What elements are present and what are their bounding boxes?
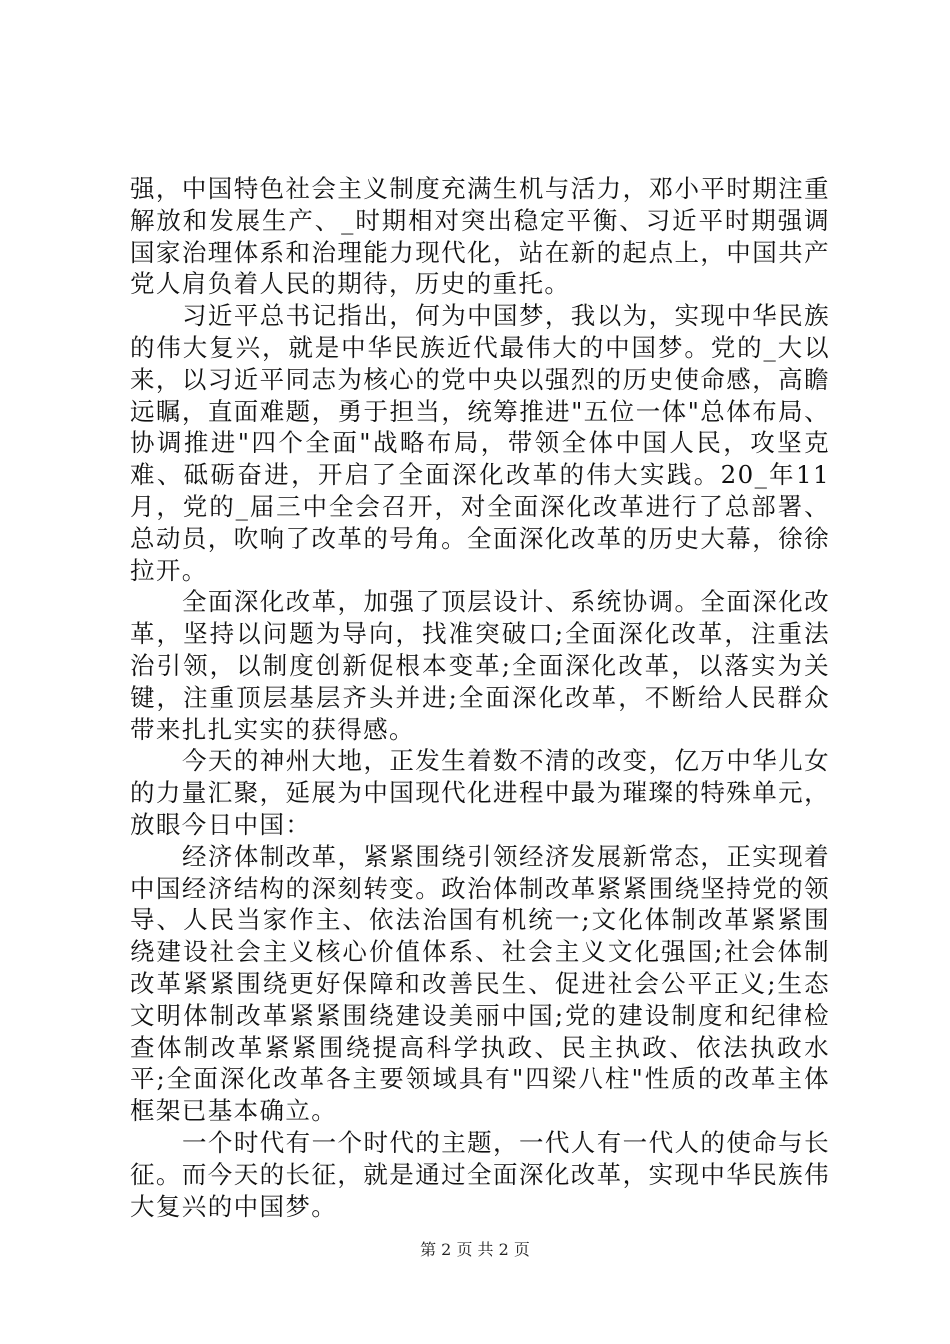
paragraph-chinese-dream: 习近平总书记指出，何为中国梦，我以为，实现中华民族的伟大复兴，就是中华民族近代最伟大的中国梦。党的_大以来，以习近平同志为核心的党中央以强烈的历史使命感，高瞻远瞩，直面难题，勇于担当，统筹推进"五位一体"总体布局、协调推进"四个全面"战略布局，带领全体中国人民，攻坚克难、砥砺奋进，开启了全面深化改革的伟大实践。20_年11月，党的_届三中全会召开，对全面深化改革进行了总部署、总动员，吹响了改革的号角。全面深化改革的历史大幕，徐徐拉开。 xyxy=(130,301,830,585)
paragraph-reform-areas: 经济体制改革，紧紧围绕引领经济发展新常态，正实现着中国经济结构的深刻转变。政治体制改革紧紧围绕坚持党的领导、人民当家作主、依法治国有机统一;文化体制改革紧紧围绕建设社会主义核心价值体系、社会主义文化强国;社会体制改革紧紧围绕更好保障和改善民生、促进社会公平正义;生态文明体制改革紧紧围绕建设美丽中国;党的建设制度和纪律检查体制改革紧紧围绕提高科学执政、民主执政、依法执政水平;全面深化改革各主要领域具有"四梁八柱"性质的改革主体框架已基本确立。 xyxy=(130,841,830,1126)
page-number-footer: 第 2 页 共 2 页 xyxy=(420,1240,530,1259)
paragraph-conclusion: 一个时代有一个时代的主题，一代人有一代人的使命与长征。而今天的长征，就是通过全面深化改革，实现中华民族伟大复兴的中国梦。 xyxy=(130,1127,830,1221)
paragraph-continuation: 强，中国特色社会主义制度充满生机与活力，邓小平时期注重解放和发展生产、_时期相对突出稳定平衡、习近平时期强调国家治理体系和治理能力现代化，站在新的起点上，中国共产党人肩负着人民的期待，历史的重托。 xyxy=(130,174,830,299)
paragraph-top-level-design: 全面深化改革，加强了顶层设计、系统协调。全面深化改革，坚持以问题为导向，找准突破口;全面深化改革，注重法治引领，以制度创新促根本变革;全面深化改革，以落实为关键，注重顶层基层齐头并进;全面深化改革，不断给人民群众带来扎扎实实的获得感。 xyxy=(130,587,830,744)
paragraph-changes-today: 今天的神州大地，正发生着数不清的改变，亿万中华儿女的力量汇聚，延展为中国现代化进程中最为璀璨的特殊单元，放眼今日中国： xyxy=(130,746,830,839)
document-body xyxy=(130,173,830,1222)
